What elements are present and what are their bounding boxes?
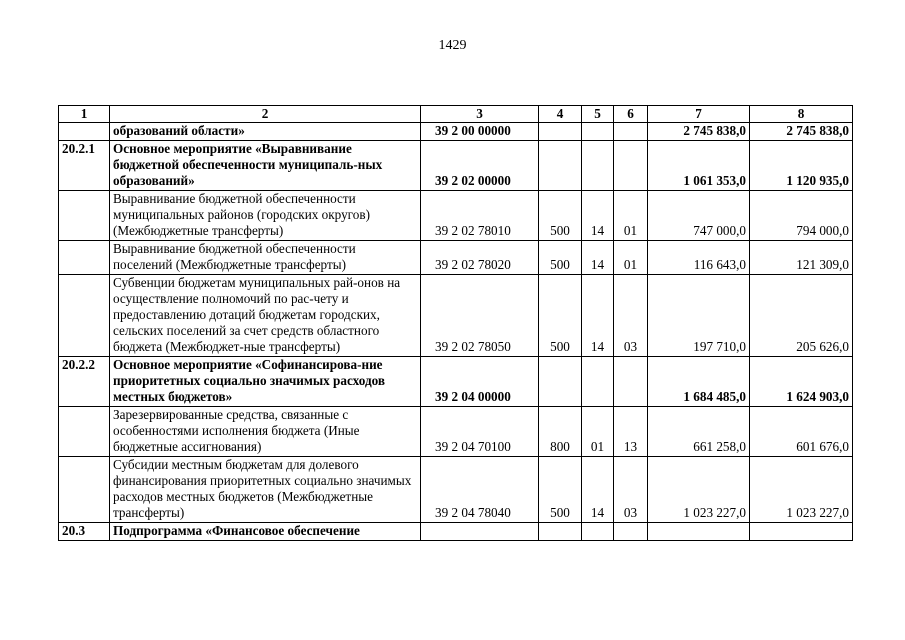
row-amount-col8: 1 120 935,0 [750, 141, 853, 191]
row-col4: 800 [539, 407, 582, 457]
row-amount-col8 [750, 523, 853, 541]
row-col5: 14 [582, 241, 614, 275]
row-col6: 01 [614, 241, 648, 275]
row-amount-col7 [648, 523, 750, 541]
row-col5 [582, 357, 614, 407]
row-col5: 01 [582, 407, 614, 457]
budget-table [58, 105, 853, 541]
page-number: 1429 [438, 38, 467, 53]
row-number: 20.2.2 [59, 357, 110, 407]
row-code: 39 2 00 00000 [421, 123, 539, 141]
row-col5 [582, 141, 614, 191]
row-description: Субвенции бюджетам муниципальных рай-онов на осуществление полномочий по рас-чету и предоставлению дотаций бюджетам городских, сельских поселений за счет средств областного бюджета (Межбюджет-ные трансферты) [110, 275, 421, 357]
row-number [59, 241, 110, 275]
row-col6 [614, 141, 648, 191]
row-col4 [539, 123, 582, 141]
table-row [59, 457, 853, 523]
row-code: 39 2 02 00000 [421, 141, 539, 191]
row-col4 [539, 357, 582, 407]
row-description: Основное мероприятие «Выравнивание бюджетной обеспеченности муниципаль-ных образований» [110, 141, 421, 191]
row-number [59, 191, 110, 241]
row-col6 [614, 357, 648, 407]
row-amount-col7: 116 643,0 [648, 241, 750, 275]
row-amount-col8: 2 745 838,0 [750, 123, 853, 141]
row-col5 [582, 123, 614, 141]
row-code [421, 523, 539, 541]
row-col6: 03 [614, 275, 648, 357]
header-cell: 1 [59, 106, 110, 123]
row-amount-col8: 601 676,0 [750, 407, 853, 457]
row-col6: 13 [614, 407, 648, 457]
row-amount-col8: 205 626,0 [750, 275, 853, 357]
row-col6: 01 [614, 191, 648, 241]
row-amount-col7: 197 710,0 [648, 275, 750, 357]
table-row [59, 141, 853, 191]
row-code: 39 2 02 78050 [421, 275, 539, 357]
row-amount-col7: 661 258,0 [648, 407, 750, 457]
header-cell: 8 [750, 106, 853, 123]
row-amount-col7: 747 000,0 [648, 191, 750, 241]
row-col5 [582, 523, 614, 541]
row-description: Выравнивание бюджетной обеспеченности поселений (Межбюджетные трансферты) [110, 241, 421, 275]
row-code: 39 2 04 70100 [421, 407, 539, 457]
header-cell: 4 [539, 106, 582, 123]
header-cell: 3 [421, 106, 539, 123]
row-code: 39 2 02 78020 [421, 241, 539, 275]
table-row [59, 275, 853, 357]
row-col5: 14 [582, 275, 614, 357]
table-row [59, 523, 853, 541]
row-code: 39 2 04 78040 [421, 457, 539, 523]
row-amount-col8: 794 000,0 [750, 191, 853, 241]
row-number [59, 457, 110, 523]
header-row [59, 106, 853, 123]
row-col5: 14 [582, 457, 614, 523]
row-description: образований области» [110, 123, 421, 141]
row-number [59, 275, 110, 357]
row-code: 39 2 04 00000 [421, 357, 539, 407]
row-description: Субсидии местным бюджетам для долевого финансирования приоритетных социально значимых расходов местных бюджетов (Межбюджетные трансферты) [110, 457, 421, 523]
table-row [59, 407, 853, 457]
row-col5: 14 [582, 191, 614, 241]
row-description: Подпрограмма «Финансовое обеспечение [110, 523, 421, 541]
row-col4: 500 [539, 275, 582, 357]
row-number: 20.3 [59, 523, 110, 541]
row-number [59, 407, 110, 457]
row-col4 [539, 141, 582, 191]
table-row [59, 123, 853, 141]
row-amount-col8: 1 023 227,0 [750, 457, 853, 523]
row-col4: 500 [539, 191, 582, 241]
row-col6: 03 [614, 457, 648, 523]
row-number: 20.2.1 [59, 141, 110, 191]
header-cell: 2 [110, 106, 421, 123]
row-amount-col8: 1 624 903,0 [750, 357, 853, 407]
row-col4 [539, 523, 582, 541]
row-amount-col7: 1 023 227,0 [648, 457, 750, 523]
row-amount-col8: 121 309,0 [750, 241, 853, 275]
row-description: Основное мероприятие «Софинансирова-ние приоритетных социально значимых расходов местных бюджетов» [110, 357, 421, 407]
row-col6 [614, 123, 648, 141]
row-col4: 500 [539, 241, 582, 275]
row-description: Выравнивание бюджетной обеспеченности муниципальных районов (городских округов) (Межбюджетные трансферты) [110, 191, 421, 241]
row-code: 39 2 02 78010 [421, 191, 539, 241]
header-cell: 7 [648, 106, 750, 123]
header-cell: 6 [614, 106, 648, 123]
header-cell: 5 [582, 106, 614, 123]
table-row [59, 191, 853, 241]
table-row [59, 241, 853, 275]
table-row [59, 357, 853, 407]
row-col4: 500 [539, 457, 582, 523]
row-amount-col7: 1 061 353,0 [648, 141, 750, 191]
row-col6 [614, 523, 648, 541]
row-amount-col7: 1 684 485,0 [648, 357, 750, 407]
row-number [59, 123, 110, 141]
row-amount-col7: 2 745 838,0 [648, 123, 750, 141]
row-description: Зарезервированные средства, связанные с особенностями исполнения бюджета (Иные бюджетные ассигнования) [110, 407, 421, 457]
